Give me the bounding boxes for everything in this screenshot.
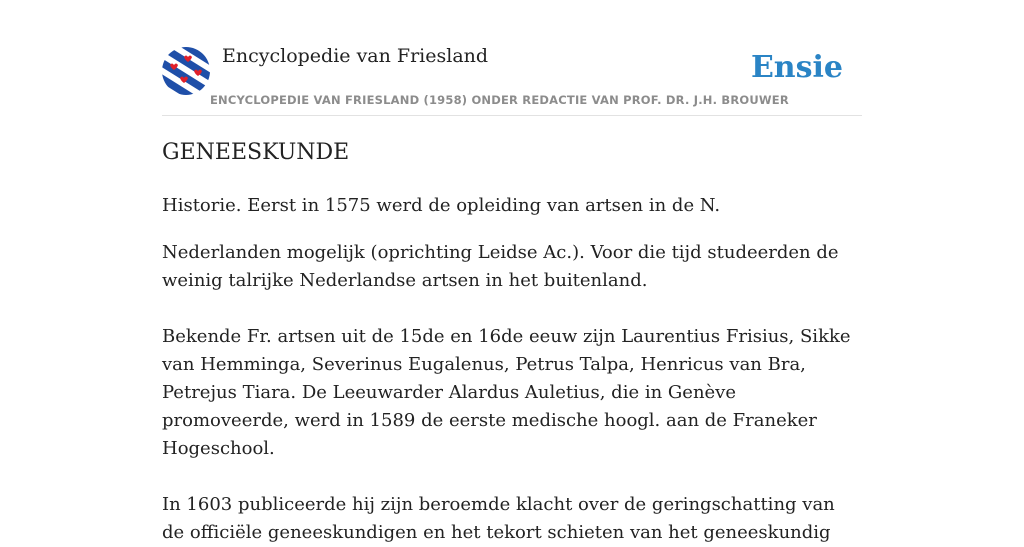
article-title: GENEESKUNDE bbox=[162, 140, 350, 165]
header bbox=[162, 0, 862, 116]
article-paragraph: Bekende Fr. artsen uit de 15de en 16de eeuw zijn Laurentius Frisius, Sikke van Hemminga, Severinus Eugalenus, Petrus Talpa, Henricus van Bra, Petrejus Tiara. De Leeuwarder Alardus Auletius, die in Genève promoveerde, werd in 1589 de eerste medische hoogl. aan de Franeker Hogeschool. bbox=[162, 326, 851, 459]
brand-logo-text[interactable]: Ensie bbox=[750, 50, 843, 85]
page bbox=[162, 0, 862, 543]
site-subtitle: ENCYCLOPEDIE VAN FRIESLAND (1958) ONDER REDACTIE VAN PROF. DR. J.H. BROUWER bbox=[210, 93, 789, 107]
friesland-flag-icon bbox=[162, 47, 210, 95]
site-title[interactable]: Encyclopedie van Friesland bbox=[222, 45, 489, 67]
site-logo[interactable] bbox=[162, 47, 210, 95]
article-body bbox=[162, 192, 862, 547]
article-paragraph: In 1603 publiceerde hij zijn beroemde klacht over de geringschatting van de officiële geneeskundigen en het tekort schieten van het geneeskundig bbox=[162, 494, 835, 543]
article-paragraph: Nederlanden mogelijk (oprichting Leidse Ac.). Voor die tijd studeerden de weinig talrijke Nederlandse artsen in het buitenland. bbox=[162, 242, 839, 291]
article-paragraph: Historie. Eerst in 1575 werd de opleiding van artsen in de N. bbox=[162, 195, 721, 216]
